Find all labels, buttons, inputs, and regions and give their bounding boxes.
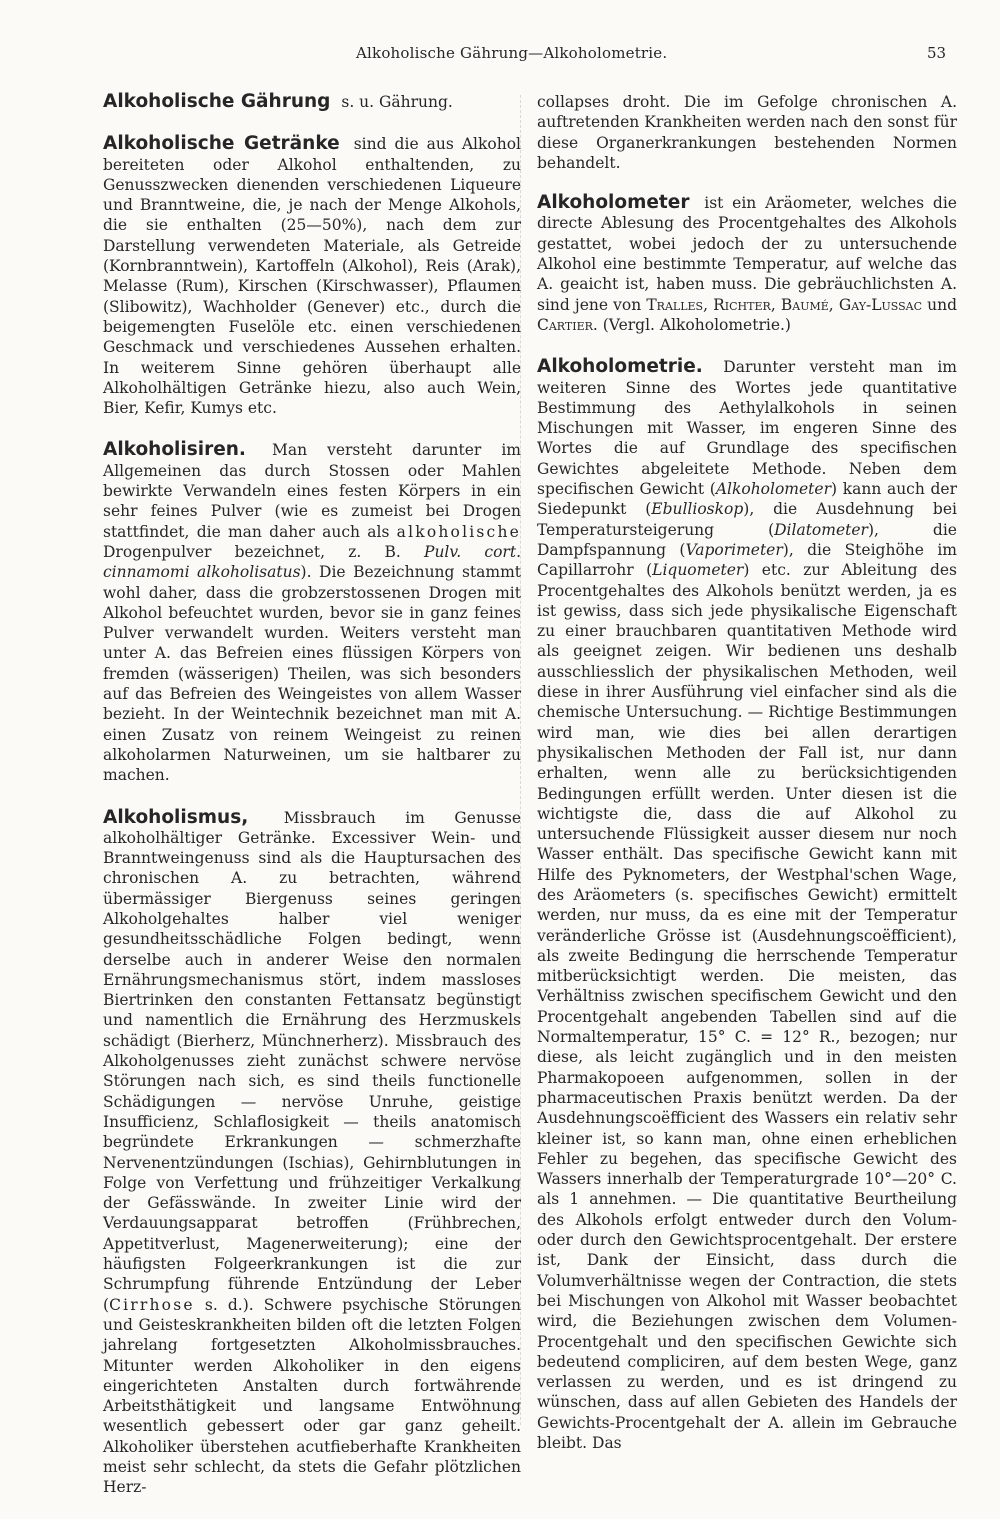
entry-alkoholische-gaehrung bbox=[103, 92, 521, 112]
entry-text: Drogenpulver bezeichnet, z. B. bbox=[103, 542, 401, 561]
entry-alkoholometer bbox=[537, 193, 957, 335]
entry-text: . (Vergl. Alkoholometrie.) bbox=[592, 315, 791, 334]
entry-text: ), die Dampfspannung ( bbox=[537, 520, 957, 559]
entry-text: ), die Steighöhe im Capillarrohr ( bbox=[537, 540, 957, 580]
entry-text: Missbrauch im Genusse alkoholhältiger Getränke. Excessiver Wein- und Branntweingenuss sind als die Hauptursachen des chronischen A. zu betrachten, während übermässiger Biergenuss seines geringen Alkoholgehaltes halber viel weniger gesundheitsschädliche Folgen bedingt, wenn derselbe auch in anderer Weise den normalen Ernährungsmechanismus stört, indem massloses Biertrinken den constanten Fettansatz begünstigt und namentlich die Ernährung des Herzmuskels schädigt (Bierherz, Münchnerherz). Missbrauch des Alkoholgenusses zieht zunächst schwere nervöse Störungen nach sich, es sind theils functionelle Schädigungen — nervöse Unruhe, geistige Insufficienz, Schlaflosigkeit — theils anatomisch begründete Erkrankungen — schmerzhafte Nervenentzündungen (Ischias), Gehirnblutungen in Folge von Verfettung und frühzeitiger Verkalkung der Gefässwände. In zweiter Linie wird der Verdauungsapparat betroffen (Frühbrechen, Appetitverlust, Magenerweiterung); eine der häufigsten Folgeerkrankungen ist die zur Schrumpfung führende Entzündung der Leber ( bbox=[103, 808, 521, 1314]
author-name: Richter bbox=[713, 295, 771, 314]
separator: und bbox=[927, 295, 957, 314]
latin-term: Pulv. cort. cinnamomi alkoholisatus bbox=[103, 542, 521, 582]
headword: Alkoholisiren. bbox=[103, 439, 246, 461]
page-number: 53 bbox=[927, 44, 947, 62]
entry-text: ) etc. zur Ableitung des Procentgehaltes des Alkohols benützt werden, ja es ist gewiss, dass sich jede physikalische Eigenschaft zu einer brauchbaren quantitativen Methode wird als geeignet zeigen. Wir bedienen uns deshalb ausschliesslich der physikalischen Methoden, weil diese in ihrer Ausführung viel einfacher sind als die chemische Untersuchung. — Richtige Bestimmungen wird man, wie dies bei allen derartigen physikalischen Methoden der Fall ist, nur dann erhalten, wenn alle zu berücksichtigenden Bedingungen erfüllt werden. Unter diesen ist die wichtigste die, dass die auf Alkohol zu untersuchende Flüssigkeit ausser diesem nur noch Wasser enthält. Das specifische Gewicht kann mit Hilfe des Pyknometers, der Westphal'schen Wage, des Aräometers (s. specifisches Gewicht) ermittelt werden, nur muss, da es eine mit der Temperatur veränderliche Grösse ist (Ausdehnungscoëfficient), als zweite Bedingung die herrschende Temperatur mitberücksichtigt werden. Die meisten, das Verhältniss zwischen specifischem Gewicht und den Procentgehalt angebenden Tabellen sind auf die Normaltemperatur, 15° C. = 12° R., bezogen; nur diese, als leicht zugänglich und in den meisten Pharmakopoeen aufgenommen, sollen in der pharmaceutischen Praxis benützt werden. Da der Ausdehnungscoëfficient des Wassers ein relativ sehr kleiner ist, so kann man, ohne einen erheblichen Fehler zu begehen, das specifische Gewicht des Wassers innerhalb der Temperaturgrade 10°—20° C. als 1 annehmen. — Die quantitative Beurtheilung des Alkohols erfolgt entweder durch den Volum- oder durch den Gewichtsprocentgehalt. Der erstere ist, Dank der Einsicht, dass durch die Volumverhältnisse wegen der Contraction, die stets bei Mischungen von Alkohol mit Wasser beobachtet wird, die Beziehungen zwischen dem Volumen-Procentgehalt und den specifischen Gewichte sich bedeutend compliciren, auf dem besten Wege, ganz verlassen zu werden, und es ist dringend zu wünschen, dass auf allen Gebieten des Handels der Gewichts-Procentgehalt der A. allein im Gebrauche bleibt. Das bbox=[537, 561, 957, 1452]
spaced-term: alkoholische bbox=[396, 522, 521, 541]
entry-text: s. u. Gährung. bbox=[341, 93, 453, 111]
entry-text: ist ein Aräometer, welches die directe Ablesung des Procentgehaltes des Alkohols gestattet, wobei jedoch der zu untersuchende Alkohol eine bestimmte Temperatur, auf welche das A. geaicht ist, haben muss. Die gebräuchlichsten A. sind jene von bbox=[537, 194, 957, 314]
entry-continuation bbox=[537, 92, 957, 173]
left-column bbox=[103, 92, 521, 1498]
separator: , bbox=[770, 295, 776, 314]
entry-alkoholismus bbox=[103, 808, 521, 1498]
author-name: Tralles bbox=[646, 295, 704, 314]
right-column bbox=[537, 92, 957, 1453]
headword: Alkoholometrie. bbox=[537, 356, 703, 378]
entry-text: ), die Ausdehnung bei Temperatursteigerung ( bbox=[537, 500, 957, 539]
separator: , bbox=[828, 295, 834, 314]
separator: , bbox=[703, 295, 709, 314]
entry-alkoholisiren bbox=[103, 440, 521, 785]
instrument-name: Ebullioskop bbox=[651, 500, 744, 519]
author-name: Baumé bbox=[780, 295, 829, 314]
headword: Alkoholometer bbox=[537, 192, 690, 214]
entry-alkoholometrie bbox=[537, 357, 957, 1453]
entry-text: Darunter versteht man im weiteren Sinne des Wortes jede quantitative Bestimmung des Aethylalkohols in seinen Mischungen mit Wasser, im engeren Sinne des Wortes die auf Grundlage des specifischen Gewichtes abgeleitete Methode. Neben dem specifischen Gewicht ( bbox=[537, 358, 957, 499]
spaced-term: Cirrhose bbox=[109, 1295, 195, 1314]
entry-alkoholische-getraenke bbox=[103, 134, 521, 418]
instrument-name: Liquometer bbox=[652, 561, 744, 580]
headword: Alkoholische Gährung bbox=[103, 91, 331, 112]
entry-text: ). Die Bezeichnung stammt wohl daher, dass die grobzerstossenen Drogen mit Alkohol befeuchtet wurden, bevor sie in ganz feines Pulver verwandelt wurden. Weiters versteht man unter A. das Befreien eines flüssigen Körpers von fremden (wässerigen) Theilen, was sich besonders auf das Befreien des Weingeistes von allem Wasser bezieht. In der Weintechnik bezeichnet man mit A. einen Zusatz von reinem Weingeist zu reinen alkoholarmen Naturweinen, um sie haltbarer zu machen. bbox=[103, 563, 522, 785]
author-name: Cartier bbox=[537, 315, 593, 334]
headword: Alkoholismus, bbox=[103, 806, 249, 828]
entry-text: s. d.). Schwere psychische Störungen und Geisteskrankheiten bilden oft die letzten Folgen jahrelang fortgesetzten Alkoholmissbrauches. Mitunter werden Alkoholiker in den eigens eingerichteten Anstalten durch fortwährende Arbeitsthätigkeit und langsame Entwöhnung wesentlich gebessert oder gar ganz geheilt. Alkoholiker überstehen acutfieberhafte Krankheiten meist sehr schlecht, da stets die Gefahr plötzlichen Herz- bbox=[103, 1295, 521, 1497]
instrument-name: Alkoholometer bbox=[715, 480, 831, 499]
entry-text: ) kann auch der Siedepunkt ( bbox=[537, 480, 957, 519]
instrument-name: Vaporimeter bbox=[685, 540, 783, 559]
headword: Alkoholische Getränke bbox=[103, 133, 340, 155]
entry-text: sind die aus Alkohol bereiteten oder Alkohol enthaltenden, zu Genusszwecken dienenden verschiedenen Liqueure und Branntweine, die, je nach der Menge Alkohols, die sie enthalten (25—50%), nach dem zur Darstellung verwendeten Materiale, als Getreide (Kornbranntwein), Kartoffeln (Alkohol), Reis (Arak), Melasse (Rum), Kirschen (Kirschwasser), Pflaumen (Slibowitz), Wachholder (Genever) etc., durch die beigemengten Fuselöle etc. einen verschiedenen Geschmack und verschiedenes Aussehen erhalten. In weiterem Sinne gehören überhaupt alle Alkoholhältigen Getränke hiezu, also auch Wein, Bier, Kefir, Kumys etc. bbox=[103, 135, 521, 418]
instrument-name: Dilatometer bbox=[774, 520, 868, 539]
entry-text: collapses droht. Die im Gefolge chronischen A. auftretenden Krankheiten werden nach den sonst für diese Organerkrankungen bestehenden Normen behandelt. bbox=[537, 93, 957, 172]
running-head: Alkoholische Gährung—Alkoholometrie. bbox=[356, 44, 668, 62]
author-name: Gay-Lussac bbox=[838, 295, 922, 314]
entry-text: Man versteht darunter im Allgemeinen das durch Stossen oder Mahlen bewirkte Verwandeln eines festen Körpers in ein sehr feines Pulver (wie es zumeist bei Drogen stattfindet, die man daher auch als bbox=[103, 441, 521, 541]
